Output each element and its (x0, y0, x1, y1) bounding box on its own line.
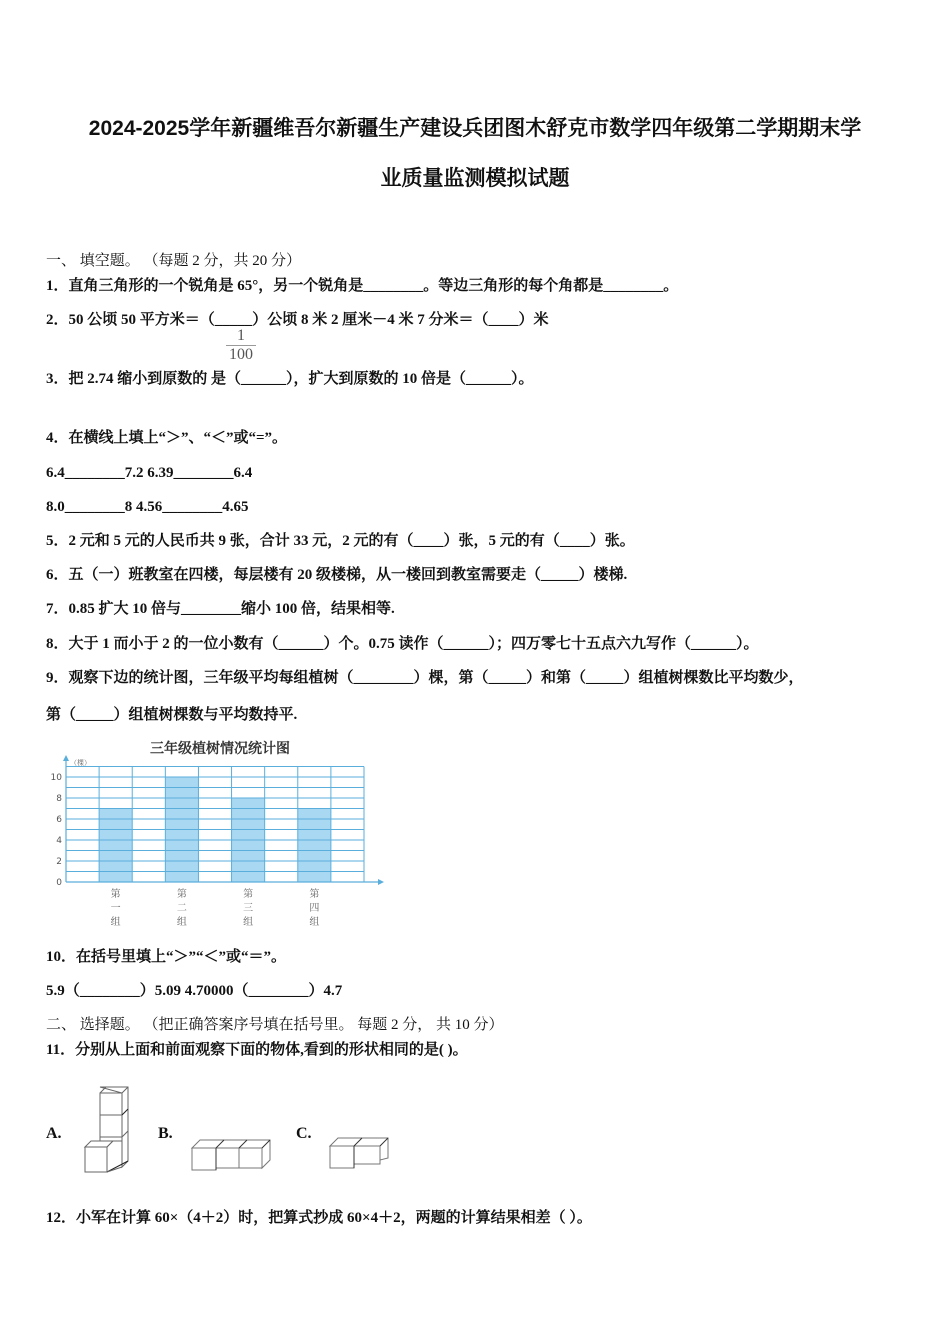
question-2: 2．50 公顷 50 平方米＝（_____）公顷 8 米 2 厘米－4 米 7 分米＝（____）米 (46, 312, 549, 328)
y-tick-label: 2 (56, 857, 62, 867)
fraction-one-hundredth (226, 328, 256, 363)
x-tick-label: 第 (243, 889, 254, 900)
chart-title: 三年级植树情况统计图 (150, 741, 290, 757)
x-tick-label: 第 (176, 889, 187, 900)
y-tick-label: 4 (56, 836, 62, 846)
question-4: 4．在横线上填上“＞”、“＜”或“=”。 (46, 430, 288, 446)
option-c-cubes-figure (328, 1130, 390, 1170)
question-5: 5．2 元和 5 元的人民币共 9 张，合计 33 元，2 元的有（____）张，5 元的有（____）张。 (46, 533, 635, 549)
y-tick-label: 6 (56, 815, 62, 825)
question-4-row-2: 8.0________8 4.56________4.65 (46, 499, 249, 515)
fraction-denominator: 100 (229, 346, 253, 363)
bar-4 (298, 809, 331, 883)
fraction-numerator: 1 (237, 327, 245, 344)
question-4-row-1: 6.4________7.2 6.39________6.4 (46, 465, 253, 481)
x-tick-label: 第 (110, 889, 121, 900)
question-3: 3．把 2.74 缩小到原数的 是（______），扩大到原数的 10 倍是（______）。 (46, 371, 534, 387)
x-tick-label: 一 (110, 903, 121, 914)
option-a-cubes-figure (82, 1085, 134, 1175)
x-tick-label: 四 (309, 903, 320, 914)
bar-1 (99, 809, 132, 883)
tree-planting-bar-chart (40, 735, 400, 930)
question-10-row: 5.9（________）5.09 4.70000（________）4.7 (46, 983, 343, 999)
y-axis-unit-label: （棵） (70, 759, 91, 767)
x-tick-label: 组 (110, 917, 121, 928)
question-1: 1．直角三角形的一个锐角是 65°，另一个锐角是________。等边三角形的每个角都是________。 (46, 278, 679, 294)
x-axis-arrow-icon (378, 879, 384, 885)
option-b-cubes-figure (190, 1132, 272, 1172)
question-10: 10．在括号里填上“＞”“＜”或“＝”。 (46, 949, 287, 965)
x-tick-label: 组 (176, 917, 187, 928)
question-8: 8．大于 1 而小于 2 的一位小数有（______）个。0.75 读作（______）；四万零七十五点六九写作（______）。 (46, 636, 759, 652)
document-title-line2: 业质量监测模拟试题 (380, 167, 570, 190)
y-tick-label: 0 (56, 878, 62, 888)
question-9-line-2: 第（_____）组植树棵数与平均数持平. (46, 707, 298, 723)
question-11: 11．分别从上面和前面观察下面的物体,看到的形状相同的是( )。 (46, 1042, 468, 1058)
option-c-label[interactable]: C. (296, 1125, 312, 1142)
section-fill-blank-heading: 一、 填空题。 （每题 2 分，共 20 分） (46, 253, 302, 269)
question-12: 12．小军在计算 60×（4＋2）时，把算式抄成 60×4＋2，两题的计算结果相差（ ）。 (46, 1210, 592, 1226)
question-9-line-1: 9．观察下边的统计图，三年级平均每组植树（________）棵，第（_____）和第（_____）组植树棵数比平均数少， (46, 670, 804, 686)
y-tick-label: 8 (56, 794, 62, 804)
x-tick-label: 组 (309, 917, 320, 928)
x-tick-label: 组 (243, 917, 254, 928)
question-7: 7．0.85 扩大 10 倍与________缩小 100 倍，结果相等. (46, 601, 395, 617)
x-tick-label: 二 (176, 903, 187, 914)
section-choice-heading: 二、 选择题。 （把正确答案序号填在括号里。 每题 2 分， 共 10 分） (46, 1017, 504, 1033)
document-title-line1: 2024-2025学年新疆维吾尔新疆生产建设兵团图木舒克市数学四年级第二学期期末学 (88, 117, 862, 140)
x-tick-label: 三 (243, 903, 254, 914)
y-tick-label: 10 (50, 773, 62, 783)
option-a-label[interactable]: A. (46, 1125, 62, 1142)
question-6: 6．五（一）班教室在四楼，每层楼有 20 级楼梯，从一楼回到教室需要走（_____）楼梯. (46, 567, 628, 583)
x-tick-label: 第 (309, 889, 320, 900)
y-axis-arrow-icon (63, 755, 69, 761)
option-b-label[interactable]: B. (158, 1125, 173, 1142)
